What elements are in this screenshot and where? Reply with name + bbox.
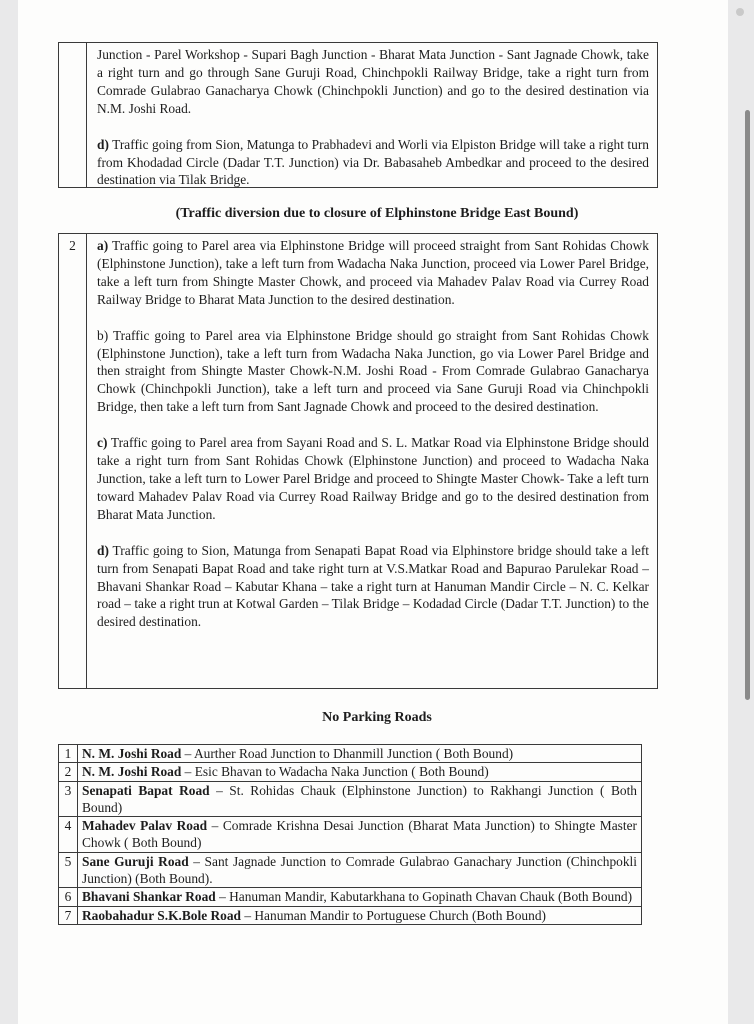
row-text bbox=[78, 817, 642, 853]
road-name: Mahadev Palav Road bbox=[82, 818, 208, 834]
paragraph-text: Traffic going to Sion, Matunga from Senapati Bapat Road via Elphinstore bridge should take a left turn from Senapati Bapat Road and take right turn at V.S.Matkar Road and Bapurao Parulekar Road – Bhavani Shankar Road – Kabutar Khana – take a right turn at Hanuman Mandir Circle – N. C. Kelkar road – take a right trun at Kotwal Garden – Tilak Bridge – Kodadad Circle (Dadar T.T. Junction) to the desired destination. bbox=[97, 542, 649, 630]
row-text bbox=[78, 852, 642, 888]
no-parking-heading: No Parking Roads bbox=[322, 710, 432, 725]
paragraph-label: c) bbox=[97, 435, 108, 451]
section2-box bbox=[58, 233, 658, 689]
section1-number-cell bbox=[59, 43, 87, 187]
table-row bbox=[59, 817, 642, 853]
road-name: N. M. Joshi Road bbox=[82, 764, 182, 780]
table-row bbox=[59, 763, 642, 781]
row-number: 6 bbox=[59, 888, 78, 906]
section1-paragraph-c: Junction - Parel Workshop - Supari Bagh Junction - Bharat Mata Junction - Sant Jagnade Chowk, take a right turn and go through Sane Guruji Road, Chinchpokli Railway Bridge, take a right turn from Comrade Gulabrao Ganacharya Chowk (Chinchpokli Junction) and go to the desired destination via N.M. Joshi Road. bbox=[97, 47, 649, 116]
paragraph-text: Traffic going from Sion, Matunga to Prabhadevi and Worli via Elpiston Bridge will take a right turn from Khodadad Circle (Dadar T.T. Junction) via Dr. Babasaheb Ambedkar and proceed to the desired destination via Tilak Bridge. bbox=[97, 136, 649, 188]
section1-content bbox=[97, 46, 649, 189]
paragraph-text: Traffic going to Parel area via Elphinstone Bridge should go straight from Sant Rohidas Chowk (Elphinstone Junction), take a left turn from Wadacha Naka Junction, go via Lower Parel Bridge and then straight from Shingte Master Chowk-N.M. Joshi Road - From Comrade Gulabrao Ganacharya Chowk (Chinchpokli Junction), take a left turn and proceed via Sane Guruji Road via Chinchpokli Bridge, then take a left turn from Sant Jagnade Chowk and proceed to the desired destination. bbox=[97, 327, 649, 415]
section2-number: 2 bbox=[69, 238, 76, 253]
section2-heading: (Traffic diversion due to closure of Elphinstone Bridge East Bound) bbox=[175, 206, 579, 221]
road-name: Raobahadur S.K.Bole Road bbox=[82, 907, 241, 923]
row-text bbox=[78, 763, 642, 781]
road-detail: – Esic Bhavan to Wadacha Naka Junction ( Both Bound) bbox=[181, 764, 489, 780]
paragraph-text: Traffic going to Parel area from Sayani Road and S. L. Matkar Road via Elphinstone Bridge should take a right turn from Sant Rohidas Chowk (Elphinstone Junction) and proceed to Wadacha Naka Junction, take a left turn to Lower Parel Bridge and proceed to Shingte Master Chowk- Take a left turn toward Mahadev Palav Road via Currey Road Railway Bridge and go to the desired destination from Bharat Mata Junction. bbox=[97, 435, 649, 522]
section2-paragraph-c bbox=[97, 434, 649, 524]
vertical-scrollbar[interactable] bbox=[745, 110, 750, 700]
road-name: Sane Guruji Road bbox=[82, 853, 189, 869]
road-detail: – Hanuman Mandir, Kabutarkhana to Gopinath Chavan Chauk (Both Bound) bbox=[215, 889, 633, 905]
table-row bbox=[59, 852, 642, 888]
row-text bbox=[78, 888, 642, 906]
paragraph-label: d) bbox=[97, 136, 109, 152]
road-detail: – Aurther Road Junction to Dhanmill Junction ( Both Bound) bbox=[181, 746, 514, 761]
road-detail: – Sant Jagnade Junction to Comrade Gulabrao Ganachary Junction (Chinchpokli Junction) (Both Bound). bbox=[82, 853, 637, 887]
paragraph-text: Traffic going to Parel area via Elphinstone Bridge will proceed straight from Sant Rohidas Chowk (Elphinstone Junction), take a left turn from Wadacha Naka Junction, proceed via Lower Parel Bridge, take a left turn from Shingte Master Chowk, and proceed via Mahadev Palav Road via Currey Road Railway Bridge to Bharat Mata Junction to the desired destination. bbox=[97, 238, 649, 307]
row-text bbox=[78, 906, 642, 924]
row-number: 3 bbox=[59, 781, 78, 817]
section2-paragraph-b bbox=[97, 327, 649, 417]
section2-paragraph-d bbox=[97, 542, 649, 632]
no-parking-table bbox=[58, 744, 642, 925]
row-number: 4 bbox=[59, 817, 78, 853]
row-number: 7 bbox=[59, 906, 78, 924]
row-text bbox=[78, 745, 642, 763]
section1-paragraph-d bbox=[97, 136, 649, 190]
table-row bbox=[59, 781, 642, 817]
road-detail: – Hanuman Mandir to Portuguese Church (Both Bound) bbox=[241, 907, 546, 923]
row-text bbox=[78, 781, 642, 817]
road-name: Bhavani Shankar Road bbox=[82, 889, 216, 905]
table-row bbox=[59, 906, 642, 924]
corner-indicator bbox=[736, 8, 744, 16]
section2-number-cell bbox=[59, 234, 87, 688]
table-row bbox=[59, 888, 642, 906]
paragraph-label: d) bbox=[97, 542, 109, 558]
paragraph-label: a) bbox=[97, 238, 109, 253]
road-name: N. M. Joshi Road bbox=[82, 746, 182, 761]
row-number: 2 bbox=[59, 763, 78, 781]
road-detail: – Comrade Krishna Desai Junction (Bharat Mata Junction) to Shingte Master Chowk ( Both Bound) bbox=[82, 818, 637, 851]
road-name: Senapati Bapat Road bbox=[82, 782, 210, 798]
section1-box bbox=[58, 42, 658, 188]
row-number: 1 bbox=[59, 745, 78, 763]
road-detail: – St. Rohidas Chauk (Elphinstone Junction) to Rakhangi Junction ( Both Bound) bbox=[82, 782, 637, 815]
section2-content bbox=[97, 237, 649, 631]
section2-paragraph-a bbox=[97, 237, 649, 309]
row-number: 5 bbox=[59, 852, 78, 888]
table-row bbox=[59, 745, 642, 763]
paragraph-label: b) bbox=[97, 327, 109, 343]
